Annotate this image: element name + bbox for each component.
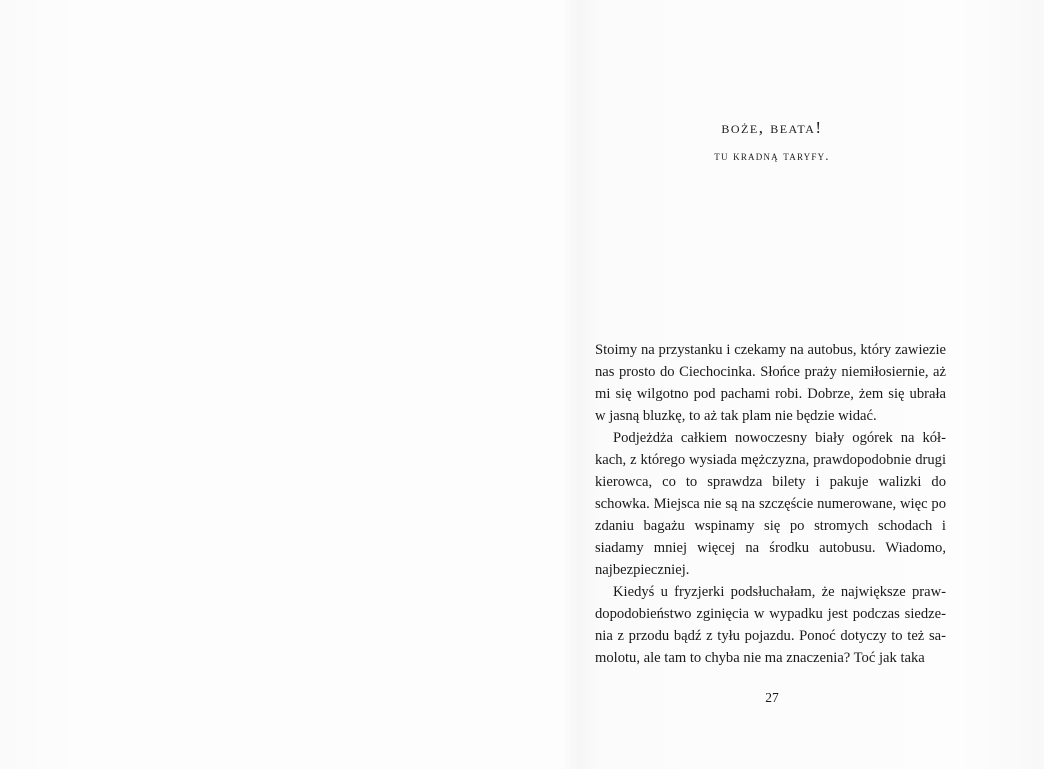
- right-page: [580, 0, 964, 769]
- page-number: 27: [765, 690, 779, 705]
- paragraph: Stoimy na przystanku i czekamy na autobus, który zawiezie nas prosto do Ciechocinka. Słońce praży niemiłosiernie, aż mi się wilgotno pod pachami robi. Dobrze, żem się ubrała w jasną bluzkę, to aż tak plam nie będzie widać.: [595, 342, 946, 424]
- body-text: [595, 339, 946, 669]
- chapter-title: boże, beata!: [721, 118, 823, 137]
- paragraph: Podjeżdża całkiem nowoczesny biały ogórek na kółkach, z którego wysiada mężczyzna, prawdopodobnie drugi kierowca, co to sprawdza bilety i pakuje walizki do schowka. Miejsca nie są na szczęście numerowane, więc po zdaniu bagażu wspinamy się po stromych schodach i siadamy mniej więcej na środku autobusu. Wiadomo, najbezpieczniej.: [595, 430, 946, 578]
- chapter-subtitle: tu kradną taryfy.: [714, 148, 830, 163]
- left-page: [80, 0, 580, 769]
- paragraph: Kiedyś u fryzjerki podsłuchałam, że największe prawdopodobieństwo zginięcia w wypadku jest podczas siedzenia z przodu bądź z tyłu pojazdu. Ponoć dotyczy to też samolotu, ale tam to chyba nie ma znaczenia? Toć jak taka: [595, 584, 946, 666]
